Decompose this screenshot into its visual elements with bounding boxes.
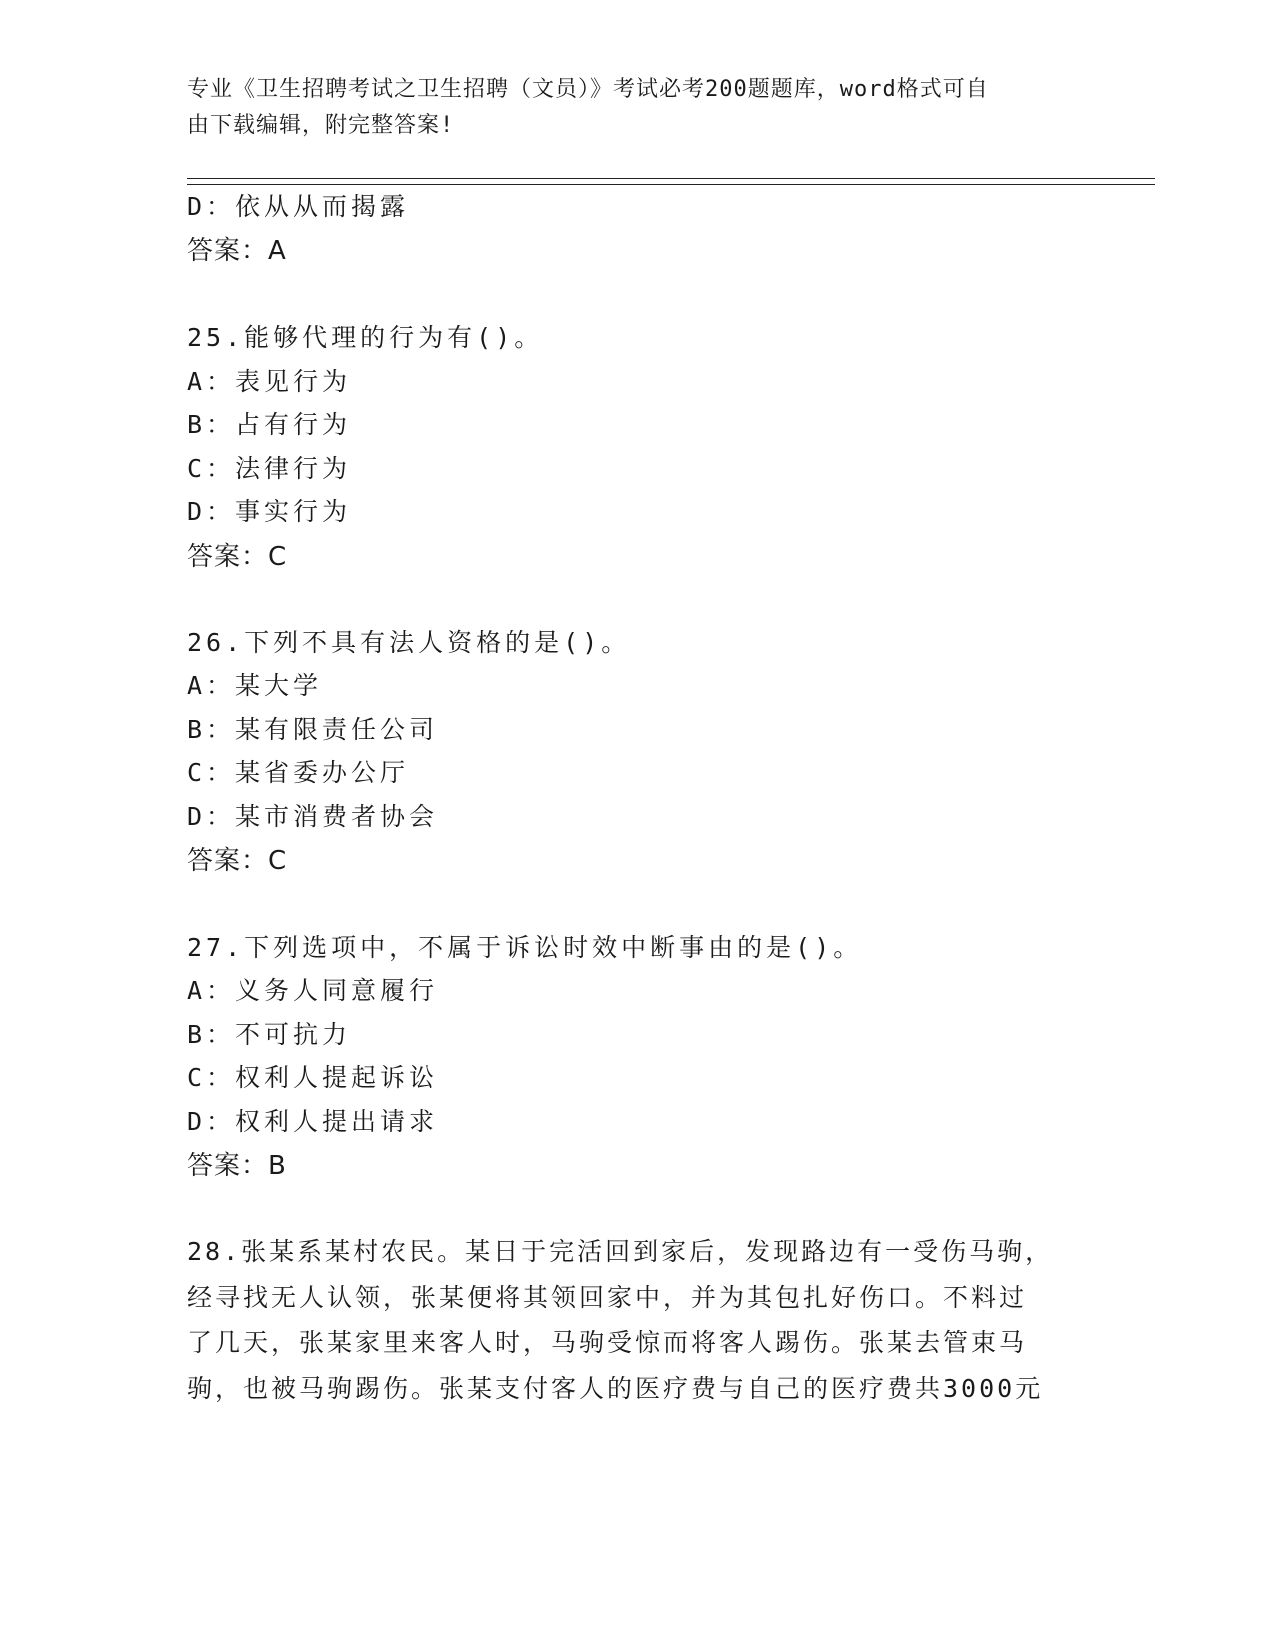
q26-option-b: B：某有限责任公司 <box>187 715 439 744</box>
q26-question: 26.下列不具有法人资格的是()。 <box>187 628 631 657</box>
q25-option-b: B：占有行为 <box>187 410 352 439</box>
q25-option-a: A：表见行为 <box>187 367 352 396</box>
question-28 <box>187 1229 1077 1411</box>
q27-question: 27.下列选项中，不属于诉讼时效中断事由的是()。 <box>187 933 863 962</box>
q25-answer: 答案：C <box>187 542 288 572</box>
document-title <box>187 72 1087 144</box>
q26-option-c: C：某省委办公厅 <box>187 758 410 787</box>
q26-answer: 答案：C <box>187 846 288 876</box>
q25-question: 25.能够代理的行为有()。 <box>187 323 544 352</box>
q27-option-b: B：不可抗力 <box>187 1020 352 1049</box>
q28-line-1: 28.张某系某村农民。某日于完活回到家后，发现路边有一受伤马驹， <box>187 1237 1054 1266</box>
q28-line-2: 经寻找无人认领，张某便将其领回家中，并为其包扎好伤口。不料过 <box>187 1282 1028 1312</box>
q26-option-a: A：某大学 <box>187 671 323 700</box>
q25-option-c: C：法律行为 <box>187 454 352 483</box>
q24-option-d: D：依从从而揭露 <box>187 192 410 221</box>
header-divider-top <box>187 178 1155 179</box>
q27-option-c: C：权利人提起诉讼 <box>187 1063 439 1092</box>
q27-answer: 答案：B <box>187 1151 287 1181</box>
q28-line-3: 了几天，张某家里来客人时，马驹受惊而将客人踢伤。张某去管束马 <box>187 1328 1028 1357</box>
q24-answer: 答案：A <box>187 236 287 266</box>
q26-option-d: D：某市消费者协会 <box>187 802 439 831</box>
title-line-2: 由下载编辑，附完整答案! <box>187 113 455 138</box>
q27-option-d: D：权利人提出请求 <box>187 1107 439 1136</box>
q27-option-a: A：义务人同意履行 <box>187 976 439 1005</box>
q28-line-4: 驹，也被马驹踢伤。张某支付客人的医疗费与自己的医疗费共3000元 <box>187 1373 1044 1403</box>
header-divider-bottom <box>187 184 1155 185</box>
title-line-1: 专业《卫生招聘考试之卫生招聘（文员）》考试必考200题题库，word格式可自 <box>187 77 989 102</box>
q25-option-d: D：事实行为 <box>187 497 352 526</box>
